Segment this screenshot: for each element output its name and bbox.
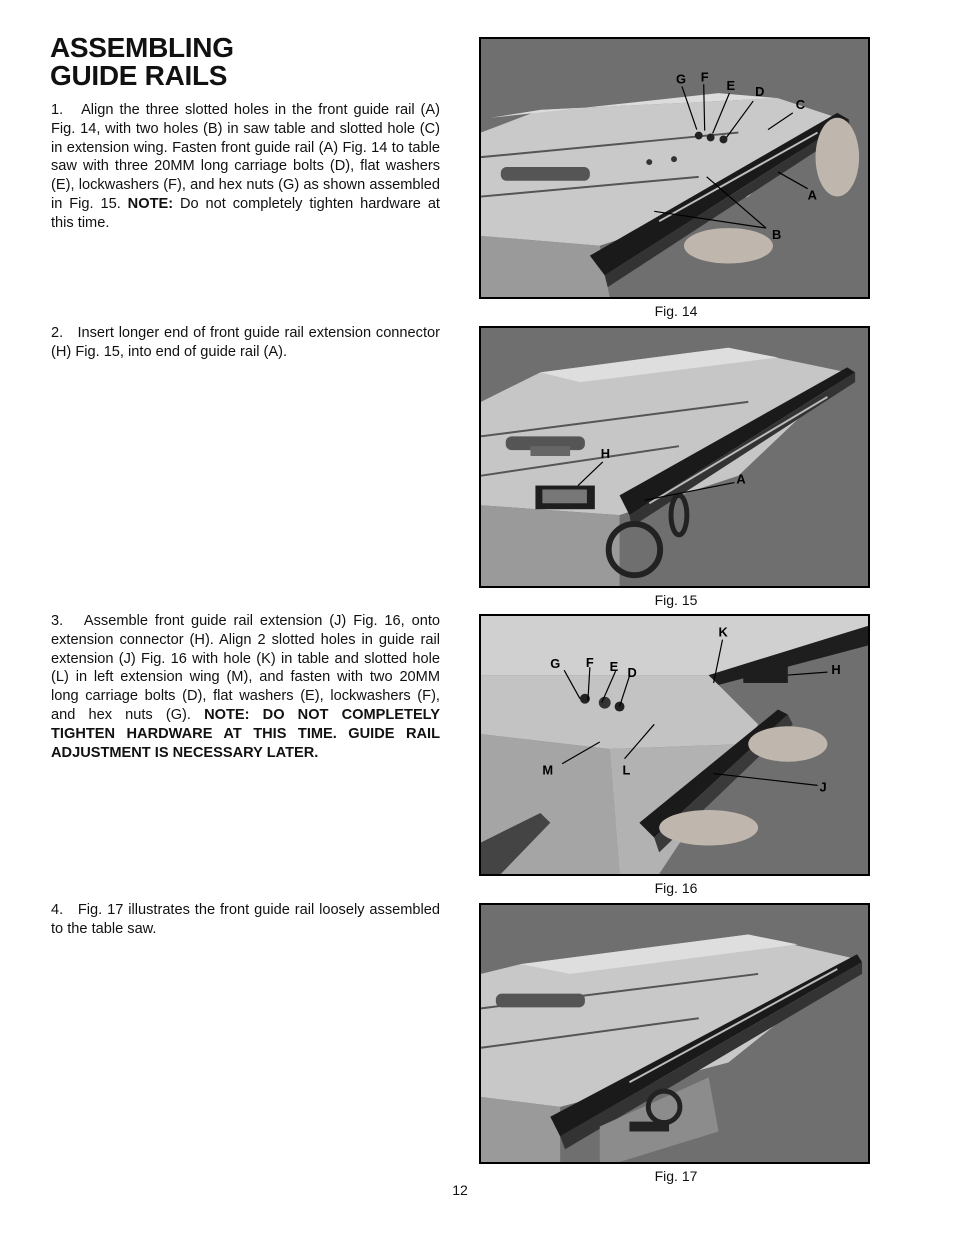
callout-b: B — [771, 226, 782, 242]
step-text: Align the three slotted holes in the front guide rail (A) Fig. 14, with two holes (B) in saw table and slotted hole (C) in extension wing. Fasten front guide rail (A) Fig. 14 to table saw with three 20MM long carriage bolts (D), flat washers (E), lockwashers (F), and hex nuts (G) as shown assembled in Fig. 15. — [51, 102, 441, 212]
callout-f: F — [700, 69, 709, 85]
callout-j: J — [819, 779, 827, 795]
page-title — [50, 34, 450, 90]
figure-16-photo — [479, 614, 870, 876]
note-label: NOTE: — [127, 195, 174, 212]
step-number: 3. — [51, 613, 64, 629]
step-number: 1. — [51, 102, 64, 118]
step-3 — [51, 612, 440, 762]
figure-15-photo — [479, 326, 870, 588]
step-text: Insert longer end of front guide rail extension connector (H) Fig. 15, into end of guide rail (A). — [51, 325, 440, 360]
callout-c: C — [795, 96, 806, 112]
callout-e: E — [609, 659, 619, 675]
callout-a: A — [807, 187, 817, 203]
figure-14-caption: Fig. 14 — [654, 303, 698, 319]
step-1 — [51, 101, 440, 233]
title-line-1: ASSEMBLING — [50, 32, 234, 63]
callout-k: K — [718, 624, 728, 640]
figure-17-photo — [479, 903, 870, 1164]
callout-e: E — [726, 78, 736, 94]
callout-d: D — [627, 665, 637, 681]
step-text: Assemble front guide rail extension (J) Fig. 16, onto extension connector (H). Align 2 slotted holes in guide rail extension (J) Fig. 16 with hole (K) in table and slotted hole (L) in left extension wing (M), and fasten with two 20MM long carriage bolts (D), flat washers (E), lockwashers (F), and hex nuts (G). — [51, 613, 441, 723]
figure-14-photo — [479, 37, 870, 299]
callout-g: G — [675, 71, 686, 87]
page-number: 12 — [452, 1182, 468, 1198]
step-number: 2. — [51, 325, 64, 341]
callout-m: M — [542, 762, 554, 778]
step-4 — [51, 901, 440, 939]
callout-l: L — [622, 762, 631, 778]
note-text: Do not completely tighten hardware at this time. — [51, 195, 440, 231]
figure-17-caption: Fig. 17 — [654, 1168, 698, 1184]
figure-15-caption: Fig. 15 — [654, 592, 698, 608]
callout-g: G — [550, 656, 561, 672]
callout-d: D — [755, 84, 765, 100]
note-text: NOTE: DO NOT COMPLETELY TIGHTEN HARDWARE AT THIS TIME. GUIDE RAIL ADJUSTMENT IS NECESSARY LATER. — [51, 706, 440, 761]
callout-h: H — [600, 446, 611, 461]
figure-16-caption: Fig. 16 — [654, 880, 698, 896]
step-text: Fig. 17 illustrates the front guide rail loosely assembled to the table saw. — [51, 902, 440, 937]
step-number: 4. — [51, 902, 64, 918]
callout-a: A — [736, 471, 746, 487]
step-2 — [51, 324, 440, 362]
callout-f: F — [585, 655, 594, 671]
title-line-2: GUIDE RAILS — [50, 60, 228, 91]
callout-h: H — [831, 662, 841, 678]
